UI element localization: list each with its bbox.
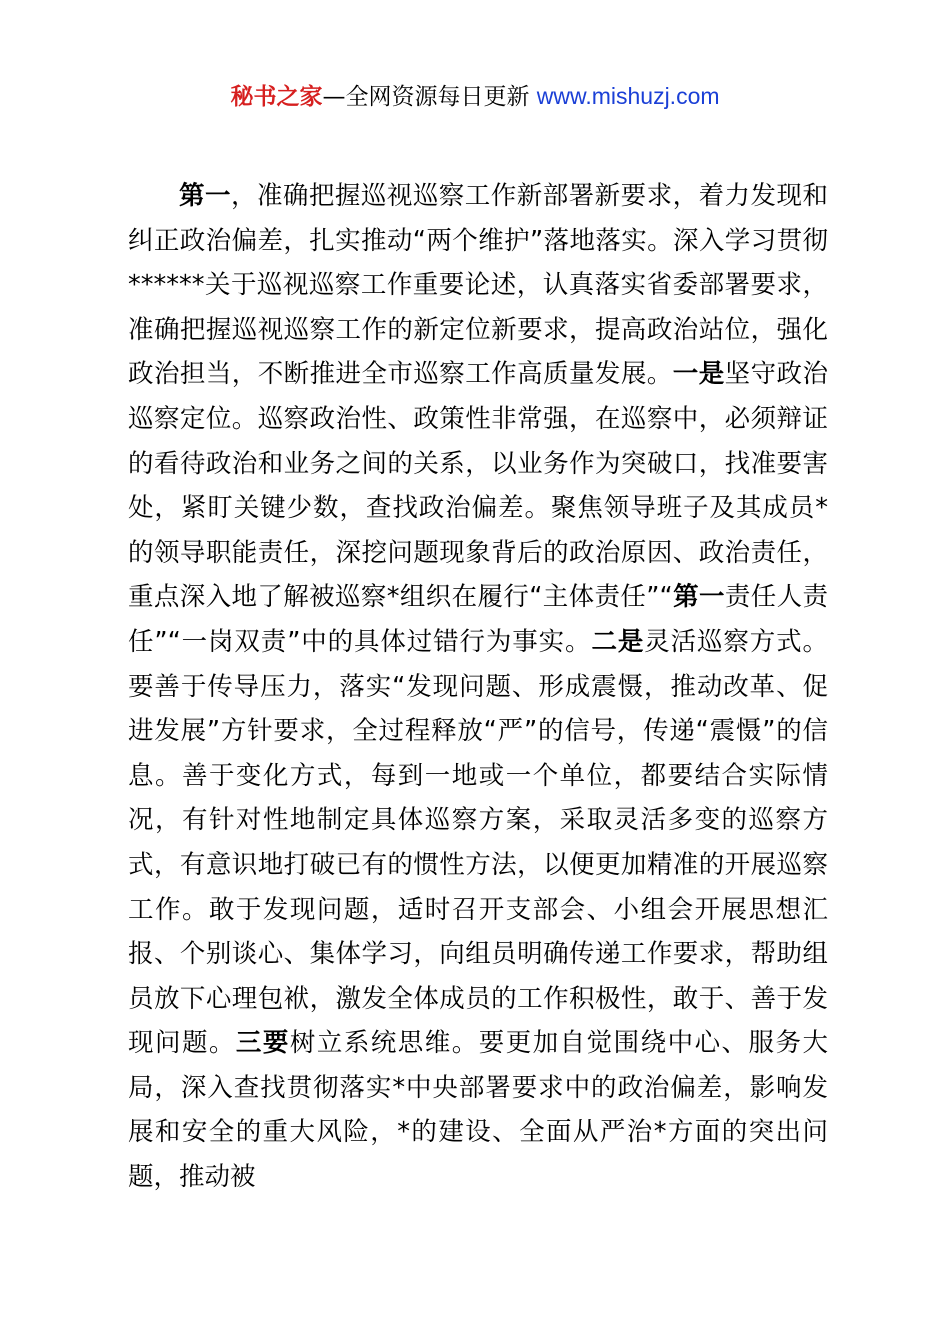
point-three-label: 三要 [235, 1028, 290, 1059]
paragraph-text-2: 坚守政治巡察定位。巡察政治性、政策性非常强，在巡察中，必须辩证的看待政治和业务之间的关系，以业务作为突破口，找准要害处，紧盯关键少数，查找政治偏差。聚焦领导班子及其成员*的领导职能责任，深挖问题现象背后的政治原因、政治责任，重点深入地了解被巡察*组织在履行“主体责任”“ [128, 359, 828, 613]
point-one-label: 一是 [672, 359, 725, 390]
body-paragraph [128, 174, 828, 1200]
paragraph-text-5: 树立系统思维。要更加自觉围绕中心、服务大局，深入查找贯彻落实*中央部署要求中的政治偏差，影响发展和安全的重大风险，*的建设、全面从严治*方面的突出问题，推动被 [128, 1028, 828, 1193]
lead-heading: 第一 [179, 181, 231, 211]
brand-name: 秘书之家 [230, 84, 323, 110]
inline-bold-first: 第一 [672, 582, 725, 613]
point-two-label: 二是 [591, 626, 645, 657]
paragraph-text-1: ，准确把握巡视巡察工作新部署新要求，着力发现和纠正政治偏差，扎实推动“两个维护”落地落实。深入学习贯彻******关于巡视巡察工作重要论述，认真落实省委部署要求，准确把握巡视巡察工作的新定位新要求，提高政治站位，强化政治担当，不断推进全市巡察工作高质量发展。 [128, 181, 828, 390]
site-header [0, 78, 950, 115]
site-tagline: —全网资源每日更新 [322, 84, 530, 110]
site-url-link[interactable]: www.mishuzj.com [536, 83, 720, 109]
paragraph-text-4: 灵活巡察方式。要善于传导压力，落实“发现问题、形成震慑，推动改革、促进发展”方针要求，全过程释放“严”的信号，传递“震慑”的信息。善于变化方式，每到一地或一个单位，都要结合实际情况，有针对性地制定具体巡察方案，采取灵活多变的巡察方式，有意识地打破已有的惯性方法，以便更加精准的开展巡察工作。敢于发现问题，适时召开支部会、小组会开展思想汇报、个别谈心、集体学习，向组员明确传递工作要求，帮助组员放下心理包袱，激发全体成员的工作积极性，敢于、善于发现问题。 [128, 626, 828, 1059]
paragraph-text-3: 责任人责任”“一岗双责”中的具体过错行为事实。 [128, 582, 828, 657]
